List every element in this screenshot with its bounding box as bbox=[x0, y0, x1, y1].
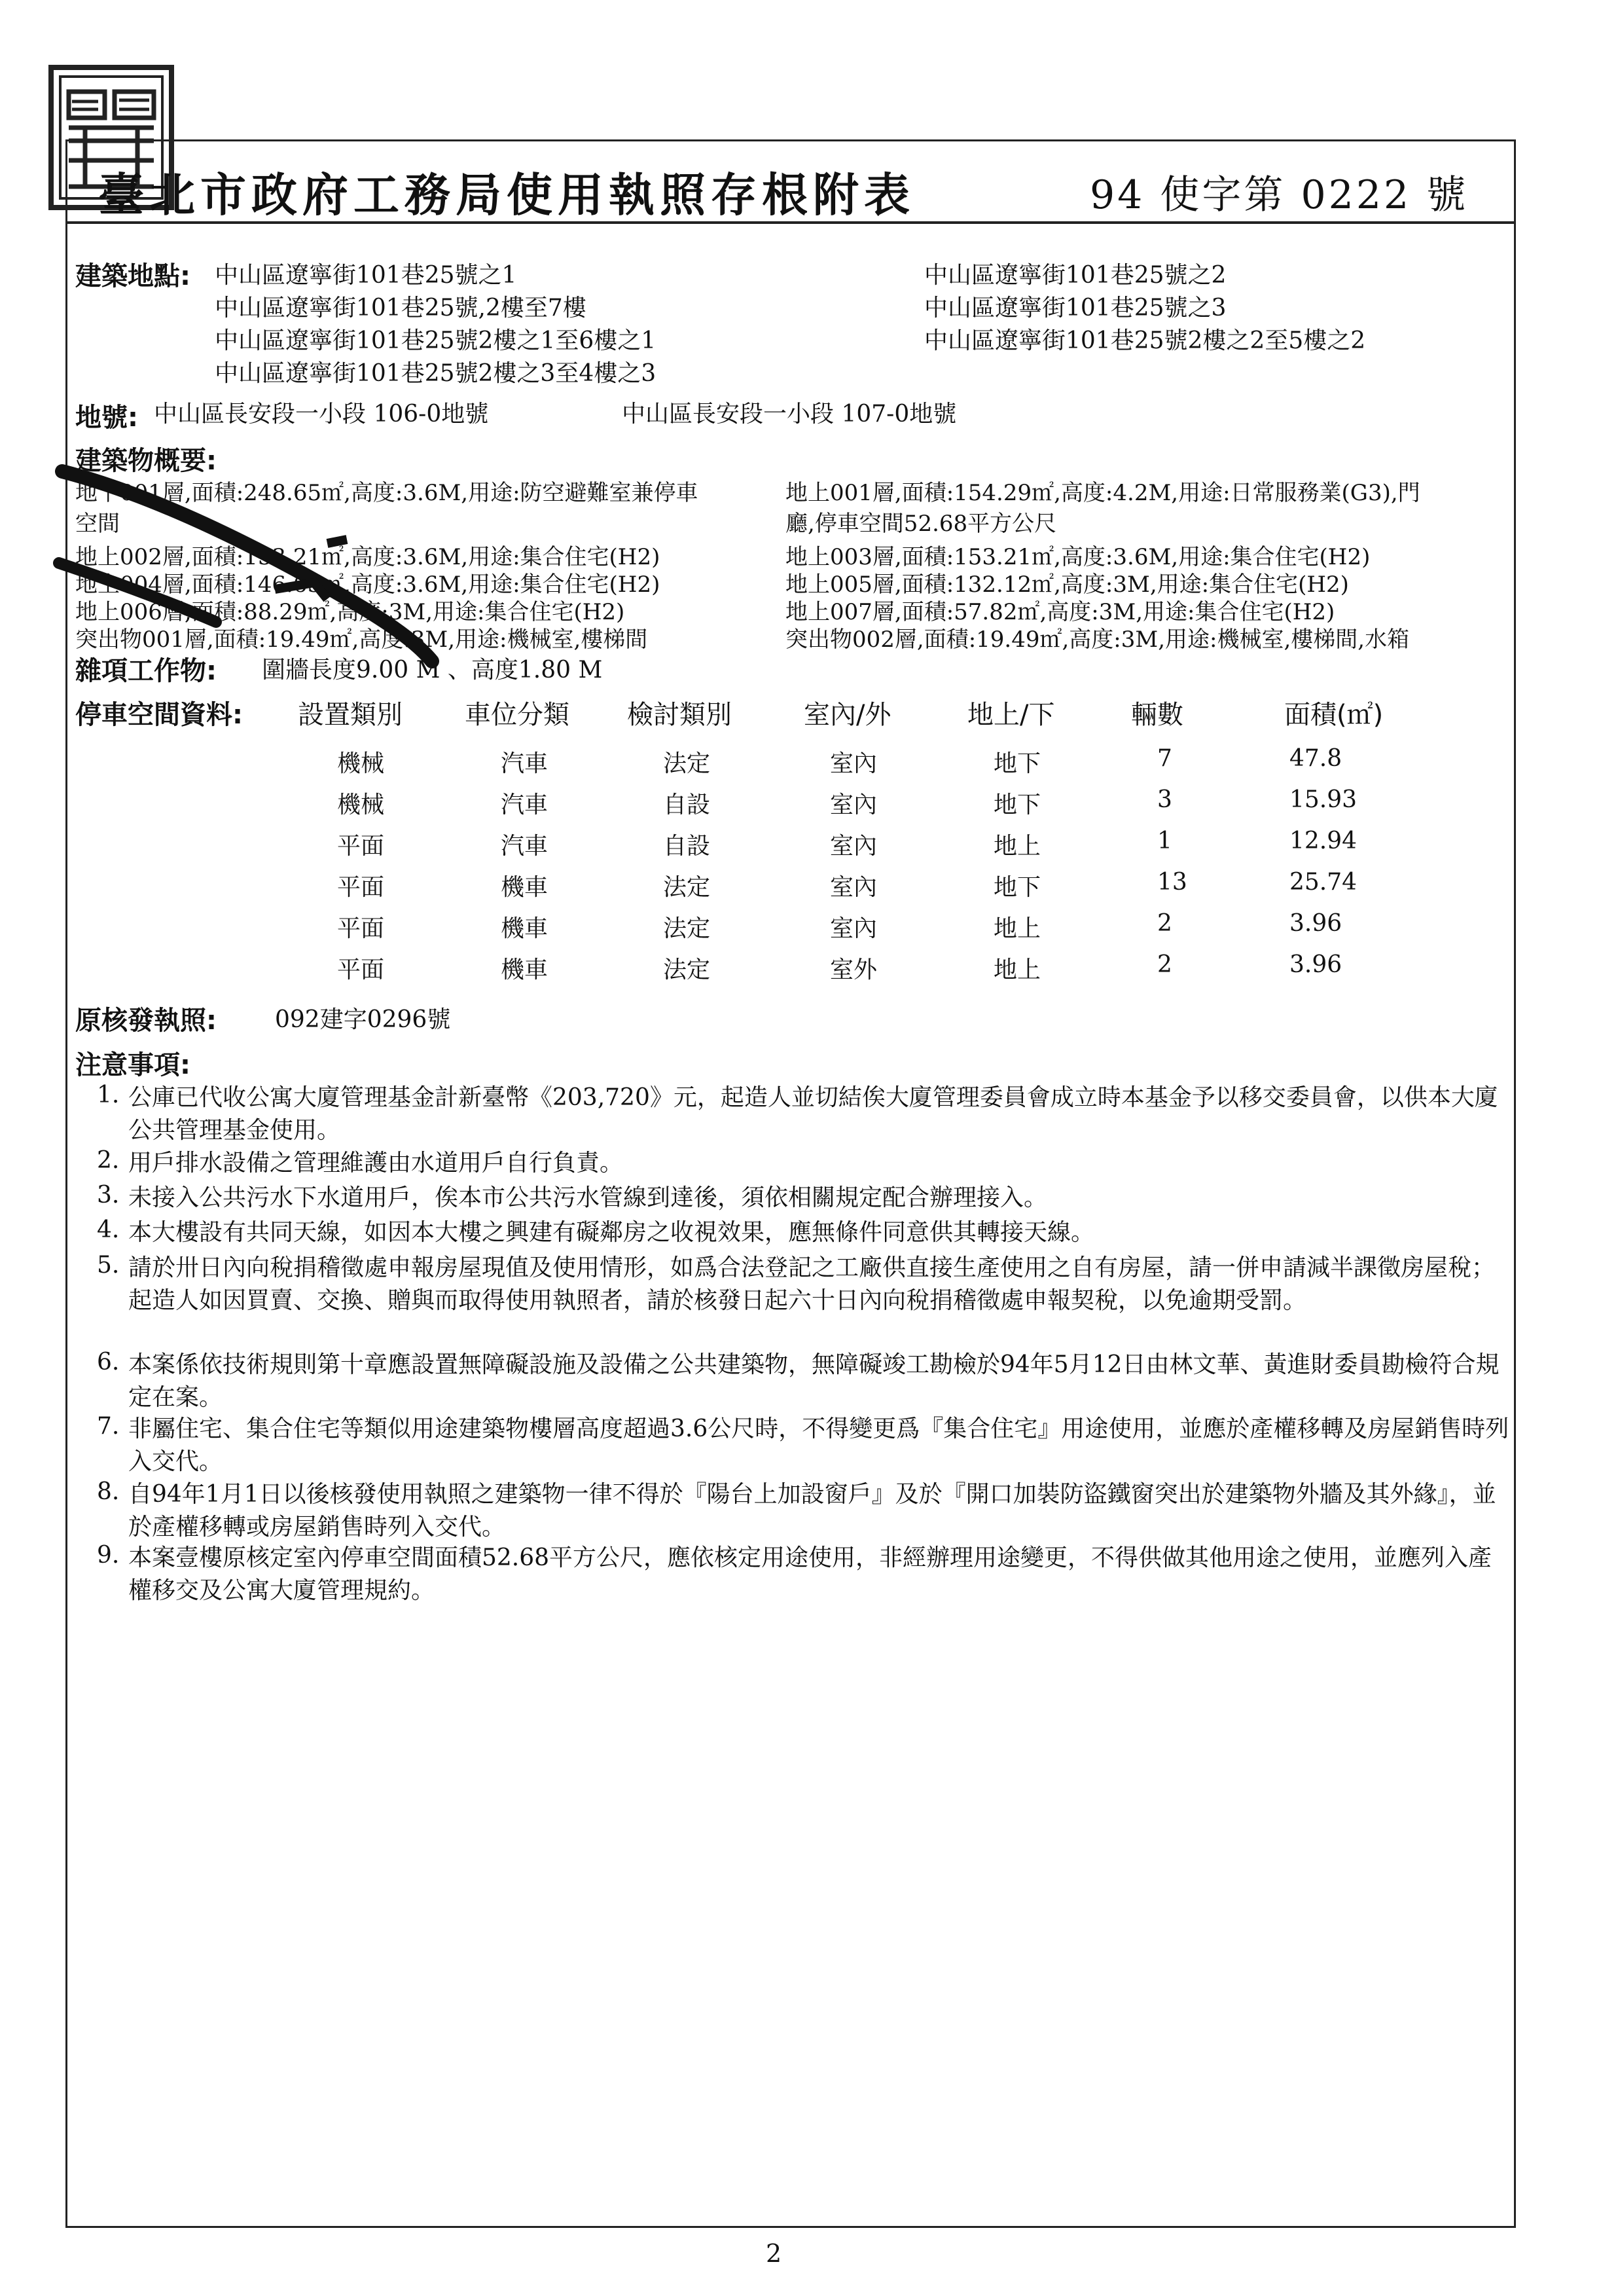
lot-number: 中山區長安段一小段 107-0地號 bbox=[622, 401, 957, 428]
parking-cell: 1 bbox=[1157, 828, 1172, 854]
parking-cell: 機車 bbox=[501, 874, 548, 901]
parking-cell: 室內 bbox=[830, 750, 878, 777]
note-text: 本案壹樓原核定室內停車空間面積52.68平方公尺，應依核定用途使用，非經辦理用途變更，不得供做其他用途之使用，並應列入產權移交及公寓大廈管理規約。 bbox=[128, 1544, 1492, 1604]
note-number: 1. bbox=[97, 1082, 120, 1108]
parking-header: 面積(㎡) bbox=[1284, 700, 1384, 730]
note-number: 4. bbox=[97, 1216, 120, 1243]
site-address: 中山區遼寧街101巷25號,2樓至7樓 bbox=[215, 295, 586, 321]
parking-cell: 地下 bbox=[994, 750, 1041, 777]
parking-cell: 機械 bbox=[337, 750, 385, 777]
site-address: 中山區遼寧街101巷25號之2 bbox=[924, 262, 1227, 289]
parking-cell: 13 bbox=[1157, 869, 1187, 896]
note-number: 9. bbox=[97, 1542, 120, 1569]
note-number: 5. bbox=[97, 1252, 120, 1279]
floor-line: 地下001層,面積:248.65㎡,高度:3.6M,用途:防空避難室兼停車 bbox=[75, 480, 698, 506]
parking-cell: 室內 bbox=[830, 915, 878, 942]
parking-cell: 3 bbox=[1157, 786, 1172, 813]
parking-cell: 7 bbox=[1157, 745, 1172, 772]
permit-number: 94 使字第 0222 號 bbox=[1090, 172, 1469, 218]
parking-cell: 15.93 bbox=[1289, 786, 1357, 813]
original-permit-value: 092建字0296號 bbox=[275, 1006, 451, 1033]
notes-label: 注意事項: bbox=[75, 1050, 190, 1080]
parking-cell: 25.74 bbox=[1289, 869, 1357, 896]
floor-line: 地上002層,面積:153.21㎡,高度:3.6M,用途:集合住宅(H2) bbox=[75, 544, 660, 570]
lot-label: 地號: bbox=[75, 403, 138, 433]
parking-cell: 法定 bbox=[663, 957, 711, 983]
lot-number: 中山區長安段一小段 106-0地號 bbox=[154, 401, 489, 428]
parking-cell: 法定 bbox=[663, 874, 711, 901]
floor-line: 廳,停車空間52.68平方公尺 bbox=[785, 511, 1057, 537]
parking-cell: 3.96 bbox=[1289, 910, 1342, 937]
parking-cell: 汽車 bbox=[501, 792, 548, 818]
parking-cell: 平面 bbox=[337, 915, 385, 942]
floor-line: 地上007層,面積:57.82㎡,高度:3M,用途:集合住宅(H2) bbox=[785, 599, 1335, 625]
floor-line: 地上006層,面積:88.29㎡,高度:3M,用途:集合住宅(H2) bbox=[75, 599, 625, 625]
parking-cell: 室內 bbox=[830, 833, 878, 860]
parking-header: 車位分類 bbox=[465, 700, 569, 730]
parking-cell: 地上 bbox=[994, 957, 1041, 983]
parking-cell: 室內 bbox=[830, 792, 878, 818]
page-number: 2 bbox=[766, 2239, 782, 2268]
note-text: 非屬住宅、集合住宅等類似用途建築物樓層高度超過3.6公尺時，不得變更爲『集合住宅』用途使用，並應於產權移轉及房屋銷售時列入交代。 bbox=[128, 1415, 1509, 1475]
parking-cell: 地上 bbox=[994, 915, 1041, 942]
floor-line: 地上005層,面積:132.12㎡,高度:3M,用途:集合住宅(H2) bbox=[785, 572, 1349, 598]
parking-cell: 2 bbox=[1157, 910, 1172, 937]
site-address: 中山區遼寧街101巷25號2樓之2至5樓之2 bbox=[924, 327, 1366, 354]
floor-line: 突出物002層,面積:19.49㎡,高度:3M,用途:機械室,樓梯間,水箱 bbox=[785, 627, 1410, 653]
note-text: 本大樓設有共同天線，如因本大樓之興建有礙鄰房之收視效果，應無條件同意供其轉接天線。 bbox=[128, 1219, 1095, 1246]
misc-value: 圍牆長度9.00 M 、高度1.80 M bbox=[262, 657, 603, 683]
parking-cell: 地上 bbox=[994, 833, 1041, 860]
parking-header: 輛數 bbox=[1131, 700, 1183, 730]
parking-header: 室內/外 bbox=[804, 700, 891, 730]
parking-cell: 平面 bbox=[337, 874, 385, 901]
parking-cell: 機車 bbox=[501, 915, 548, 942]
parking-cell: 地下 bbox=[994, 874, 1041, 901]
note-number: 2. bbox=[97, 1147, 120, 1174]
parking-header: 檢討類別 bbox=[627, 700, 732, 730]
note-text: 未接入公共污水下水道用戶，俟本市公共污水管線到達後，須依相關規定配合辦理接入。 bbox=[128, 1184, 1048, 1211]
site-address: 中山區遼寧街101巷25號2樓之1至6樓之1 bbox=[215, 327, 656, 354]
note-text: 用戶排水設備之管理維護由水道用戶自行負責。 bbox=[128, 1150, 624, 1176]
parking-cell: 平面 bbox=[337, 957, 385, 983]
floor-line: 突出物001層,面積:19.49㎡,高度:3M,用途:機械室,樓梯間 bbox=[75, 627, 648, 653]
parking-header: 設置類別 bbox=[298, 700, 403, 730]
note-text: 本案係依技術規則第十章應設置無障礙設施及設備之公共建築物，無障礙竣工勘檢於94年5月12日由林文華、黃進財委員勘檢符合規定在案。 bbox=[128, 1351, 1500, 1411]
parking-cell: 機車 bbox=[501, 957, 548, 983]
floor-line: 地上001層,面積:154.29㎡,高度:4.2M,用途:日常服務業(G3),門 bbox=[785, 480, 1420, 506]
note-number: 3. bbox=[97, 1182, 120, 1209]
note-number: 6. bbox=[97, 1349, 120, 1376]
site-label: 建築地點: bbox=[75, 261, 190, 291]
overview-label: 建築物概要: bbox=[75, 446, 217, 476]
site-address: 中山區遼寧街101巷25號之1 bbox=[215, 262, 517, 289]
site-address: 中山區遼寧街101巷25號2樓之3至4樓之3 bbox=[215, 360, 656, 387]
parking-cell: 47.8 bbox=[1289, 745, 1342, 772]
original-permit-label: 原核發執照: bbox=[75, 1006, 217, 1036]
note-text: 公庫已代收公寓大廈管理基金計新臺幣《203,720》元，起造人並切結俟大廈管理委員會成立時本基金予以移交委員會，以供本大廈公共管理基金使用。 bbox=[128, 1084, 1498, 1144]
parking-cell: 室內 bbox=[830, 874, 878, 901]
parking-cell: 3.96 bbox=[1289, 951, 1342, 978]
parking-cell: 機械 bbox=[337, 792, 385, 818]
parking-cell: 平面 bbox=[337, 833, 385, 860]
note-text: 請於卅日內向稅捐稽徵處申報房屋現值及使用情形，如爲合法登記之工廠供直接生產使用之自有房屋，請一併申請減半課徵房屋稅；起造人如因買賣、交換、贈與而取得使用執照者，請於核發日起六十日內向稅捐稽徵處申報契稅，以免逾期受罰。 bbox=[128, 1254, 1496, 1314]
parking-cell: 地下 bbox=[994, 792, 1041, 818]
parking-cell: 法定 bbox=[663, 750, 711, 777]
misc-label: 雜項工作物: bbox=[75, 656, 217, 686]
note-text: 自94年1月1日以後核發使用執照之建築物一律不得於『陽台上加設窗戶』及於『開口加裝防盜鐵窗突出於建築物外牆及其外緣』，並於產權移轉或房屋銷售時列入交代。 bbox=[128, 1481, 1496, 1540]
floor-line: 空間 bbox=[75, 511, 120, 537]
document-title: 臺北市政府工務局使用執照存根附表 bbox=[98, 168, 915, 222]
parking-cell: 法定 bbox=[663, 915, 711, 942]
parking-header: 地上/下 bbox=[967, 700, 1055, 730]
parking-cell: 室外 bbox=[830, 957, 878, 983]
note-number: 7. bbox=[97, 1413, 120, 1440]
site-address: 中山區遼寧街101巷25號之3 bbox=[924, 295, 1227, 321]
parking-cell: 自設 bbox=[663, 833, 711, 860]
floor-line: 地上003層,面積:153.21㎡,高度:3.6M,用途:集合住宅(H2) bbox=[785, 544, 1371, 570]
parking-cell: 12.94 bbox=[1289, 828, 1357, 854]
parking-label: 停車空間資料: bbox=[75, 700, 243, 730]
floor-line: 地上004層,面積:146.65㎡,高度:3.6M,用途:集合住宅(H2) bbox=[75, 572, 660, 598]
parking-cell: 汽車 bbox=[501, 833, 548, 860]
parking-cell: 自設 bbox=[663, 792, 711, 818]
note-number: 8. bbox=[97, 1478, 120, 1505]
parking-cell: 2 bbox=[1157, 951, 1172, 978]
parking-cell: 汽車 bbox=[501, 750, 548, 777]
